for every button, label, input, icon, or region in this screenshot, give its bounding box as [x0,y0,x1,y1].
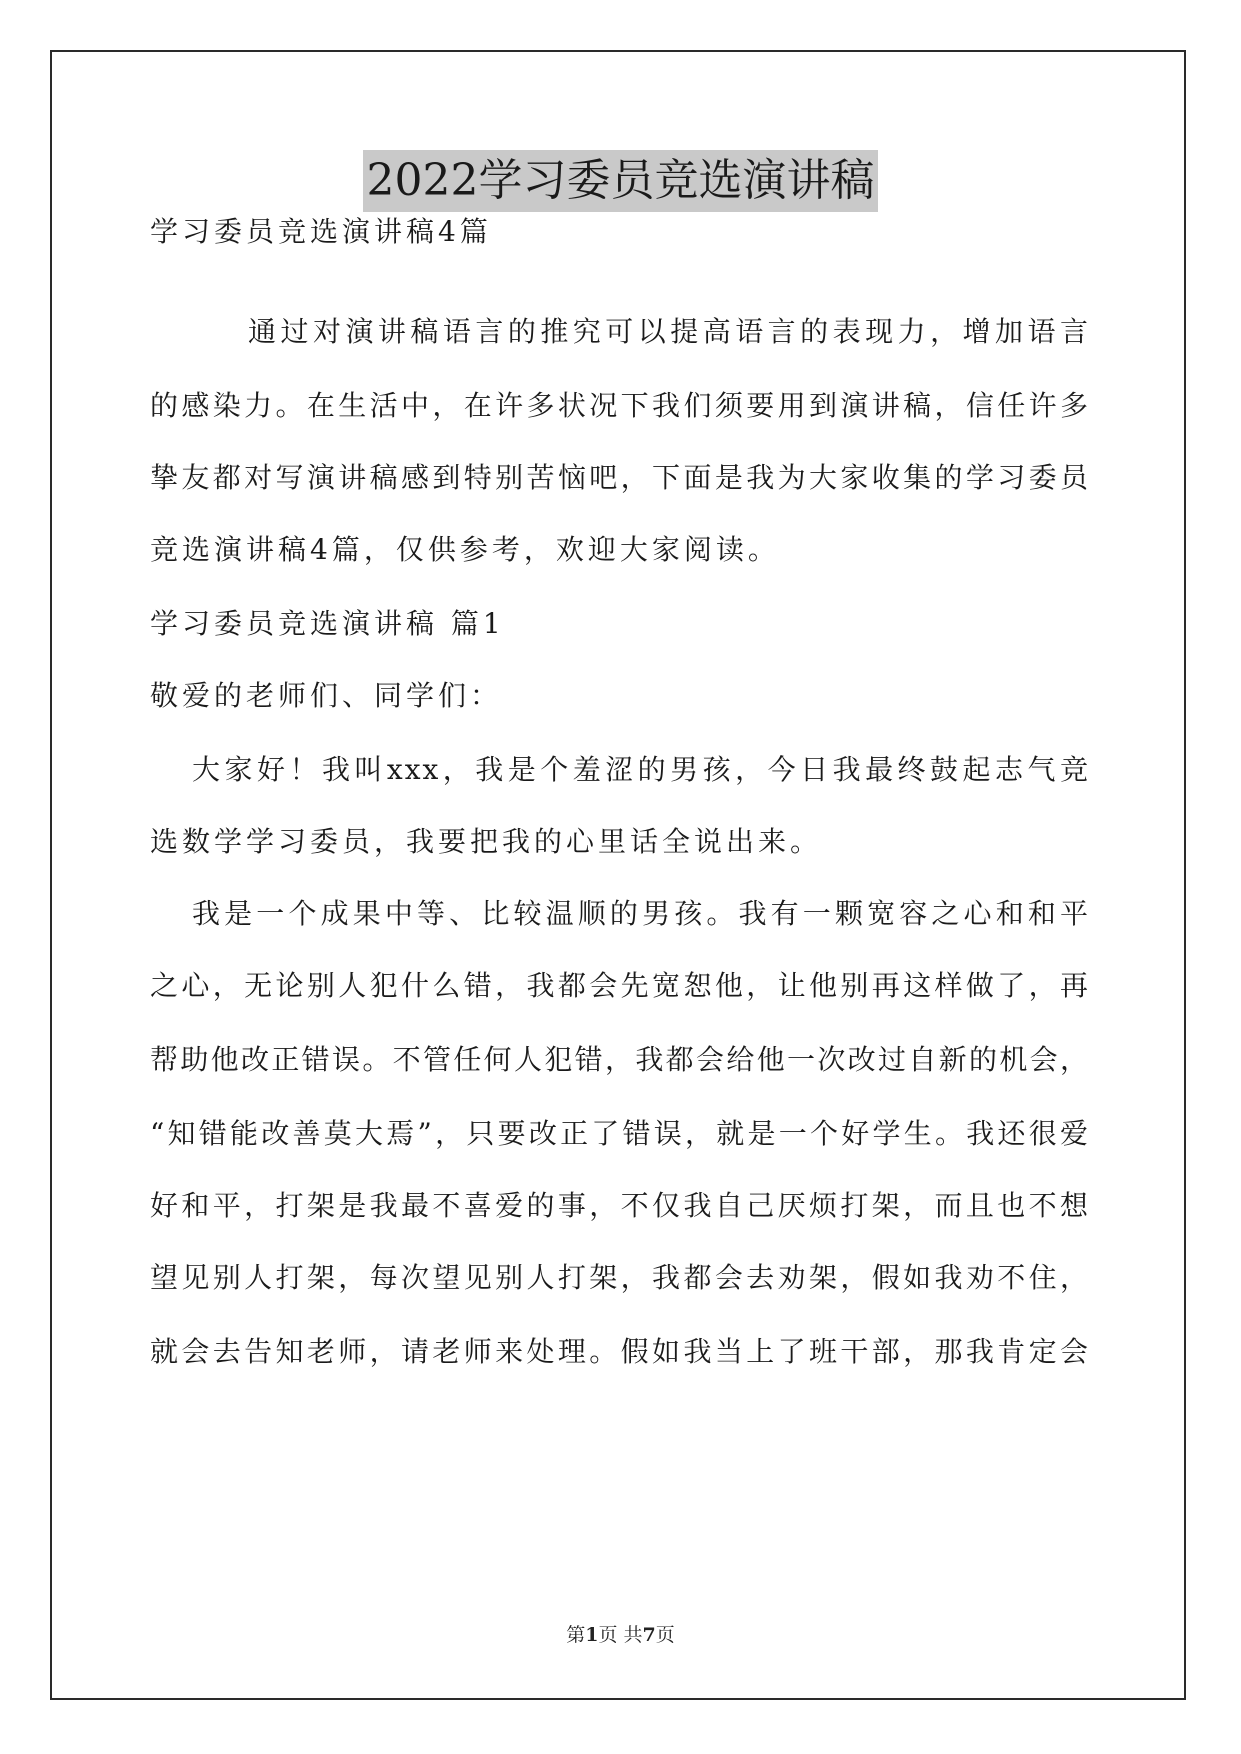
page-current-number: 1 [585,1624,599,1646]
page-suffix: 页 [655,1624,675,1646]
page-border [50,50,1186,1700]
page-mid: 页 共 [598,1624,643,1646]
page-total-number: 7 [642,1624,656,1646]
paragraph-line: 好和平，打架是我最不喜爱的事，不仅我自己厌烦打架，而且也不想 [150,1189,1090,1222]
salutation-line: 敬爱的老师们、同学们： [150,679,503,712]
paragraph-line: 就会去告知老师，请老师来处理。假如我当上了班干部，那我肯定会 [150,1335,1090,1368]
paragraph-line: 望见别人打架，每次望见别人打架，我都会去劝架，假如我劝不住， [150,1261,1090,1294]
paragraph-line: 竞选演讲稿4篇，仅供参考，欢迎大家阅读。 [150,533,780,566]
subtitle-line: 学习委员竞选演讲稿4篇 [150,215,492,248]
paragraph-line: 挚友都对写演讲稿感到特别苦恼吧，下面是我为大家收集的学习委员 [150,461,1090,494]
section-heading: 学习委员竞选演讲稿 篇1 [150,607,505,640]
paragraph-line: 大家好！我叫xxx，我是个羞涩的男孩，今日我最终鼓起志气竞 [192,753,1090,786]
paragraph-line: 的感染力。在生活中，在许多状况下我们须要用到演讲稿，信任许多 [150,389,1090,422]
paragraph-line: 通过对演讲稿语言的推究可以提高语言的表现力，增加语言 [248,315,1090,348]
paragraph-line: 之心，无论别人犯什么错，我都会先宽恕他，让他别再这样做了，再 [150,969,1090,1002]
paragraph-line: 我是一个成果中等、比较温顺的男孩。我有一颗宽容之心和和平 [192,897,1090,930]
paragraph-line: 选数学学习委员，我要把我的心里话全说出来。 [150,825,823,858]
paragraph-line: 帮助他改正错误。不管任何人犯错，我都会给他一次改过自新的机会， [150,1043,1090,1076]
paragraph-line: “知错能改善莫大焉”，只要改正了错误，就是一个好学生。我还很爱 [150,1117,1090,1150]
page-title: 2022学习委员竞选演讲稿 [363,150,879,212]
title-block [0,150,1241,212]
page-footer [0,1620,1241,1647]
page-prefix: 第 [566,1624,586,1646]
